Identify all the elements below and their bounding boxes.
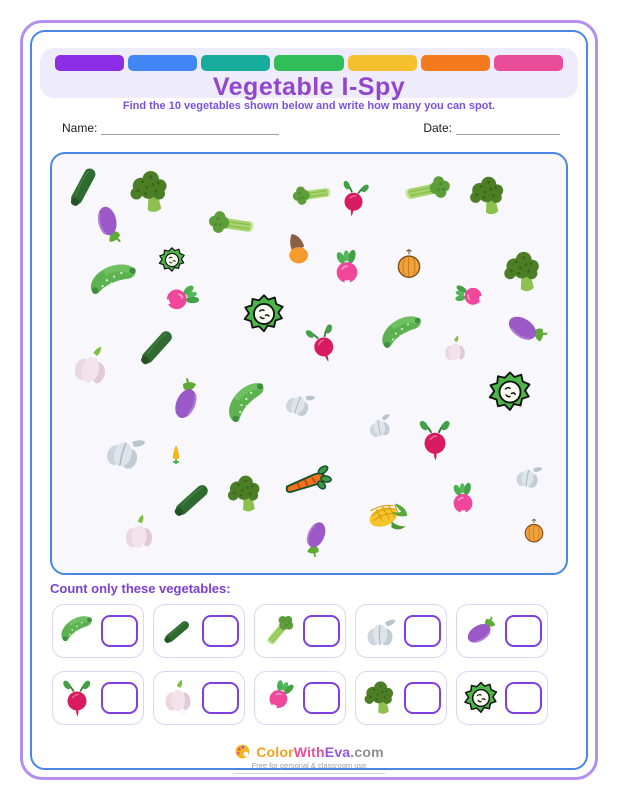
answer-box-celery[interactable] (303, 615, 340, 647)
page-title: Vegetable I-Spy (212, 73, 406, 101)
rainbow-segment (201, 55, 270, 71)
zucchini-icon (121, 309, 194, 382)
beet-icon (300, 321, 347, 368)
beet-icon (333, 178, 375, 220)
count-card-cucumber (52, 604, 144, 658)
palette-icon (234, 743, 251, 760)
footer-tagline: Free for personal & classroom use (251, 761, 367, 770)
header-banner (40, 48, 578, 101)
name-input-line[interactable] (101, 122, 279, 135)
date-field (423, 121, 560, 135)
radish-icon (325, 249, 369, 293)
celery-icon (252, 604, 306, 658)
brand-segment: Color (256, 743, 294, 760)
rainbow-segment (421, 55, 490, 71)
broccoli-icon (126, 168, 174, 216)
name-label: Name: (62, 121, 98, 135)
broccoli-icon (466, 174, 510, 218)
corn-icon (363, 490, 411, 538)
cauliflower-icon (486, 368, 534, 416)
cauliflower-icon (157, 245, 187, 275)
answer-box-broccoli[interactable] (404, 682, 441, 714)
garlic-gray-icon (509, 456, 546, 493)
answer-box-zucchini[interactable] (202, 615, 239, 647)
rainbow-segment (494, 55, 563, 71)
onion-icon (392, 247, 426, 281)
beet-icon (58, 679, 96, 717)
brand-segment: Eva (324, 743, 351, 760)
rainbow-segment (55, 55, 124, 71)
count-section-label: Count only these vegetables: (50, 581, 231, 596)
answer-box-garlic-pink[interactable] (202, 682, 239, 714)
brand-row (0, 743, 618, 760)
instructions-text: Find the 10 vegetables shown below and write how many you can spot. (122, 100, 496, 112)
radish-icon (443, 482, 483, 522)
carrot-icon (284, 455, 332, 503)
cauliflower-icon (462, 679, 500, 717)
rainbow-bar (55, 55, 563, 71)
garlic-gray-icon (362, 408, 397, 443)
cucumber-icon (58, 612, 96, 650)
answer-box-cauliflower[interactable] (505, 682, 542, 714)
garlic-pink-icon (440, 335, 470, 365)
answer-box-eggplant[interactable] (505, 615, 542, 647)
answer-box-radish[interactable] (303, 682, 340, 714)
zucchini-icon (151, 604, 205, 658)
zucchini-icon (156, 462, 229, 535)
cucumber-icon (83, 253, 143, 313)
answer-box-garlic-gray[interactable] (404, 615, 441, 647)
garlic-gray-icon (96, 422, 152, 478)
ispy-puzzle-area (50, 152, 568, 575)
garlic-pink-icon (119, 514, 159, 554)
garlic-gray-icon (361, 612, 399, 650)
rainbow-segment (128, 55, 197, 71)
rainbow-segment (348, 55, 417, 71)
count-card-garlic-pink (153, 671, 245, 725)
rainbow-segment (274, 55, 343, 71)
radish-icon (253, 672, 305, 724)
footer-divider (233, 773, 385, 774)
cucumber-icon (378, 311, 426, 359)
count-card-radish (254, 671, 346, 725)
sweetpotato-icon (278, 229, 318, 269)
count-card-beet (52, 671, 144, 725)
eggplant-icon (294, 516, 337, 559)
minicarrot-icon (163, 442, 189, 468)
garlic-pink-icon (63, 339, 119, 395)
count-card-broccoli (355, 671, 447, 725)
onion-icon (520, 517, 548, 545)
name-date-row (62, 121, 560, 135)
date-input-line[interactable] (456, 122, 560, 135)
cucumber-icon (217, 374, 278, 435)
date-label: Date: (423, 121, 452, 135)
count-card-celery (254, 604, 346, 658)
name-field (62, 121, 279, 135)
count-card-eggplant (456, 604, 548, 658)
radish-icon (450, 274, 494, 318)
eggplant-icon (454, 604, 508, 658)
brand-segment: With (293, 743, 325, 760)
beet-icon (414, 419, 456, 461)
celery-icon (289, 170, 336, 217)
answer-card-grid (52, 604, 552, 725)
answer-box-beet[interactable] (101, 682, 138, 714)
broccoli-icon (361, 679, 399, 717)
eggplant-icon (161, 375, 211, 425)
broccoli-icon (224, 473, 266, 515)
broccoli-icon (500, 249, 546, 295)
answer-box-cucumber[interactable] (101, 615, 138, 647)
cauliflower-icon (241, 291, 287, 337)
brand-link[interactable] (256, 744, 384, 760)
brand-segment: .com (350, 743, 384, 760)
eggplant-icon (498, 301, 554, 357)
garlic-gray-icon (277, 380, 321, 424)
footer (0, 743, 618, 774)
celery-icon (396, 160, 455, 219)
count-card-garlic-gray (355, 604, 447, 658)
garlic-pink-icon (159, 679, 197, 717)
count-card-zucchini (153, 604, 245, 658)
count-card-cauliflower (456, 671, 548, 725)
celery-icon (205, 196, 261, 252)
